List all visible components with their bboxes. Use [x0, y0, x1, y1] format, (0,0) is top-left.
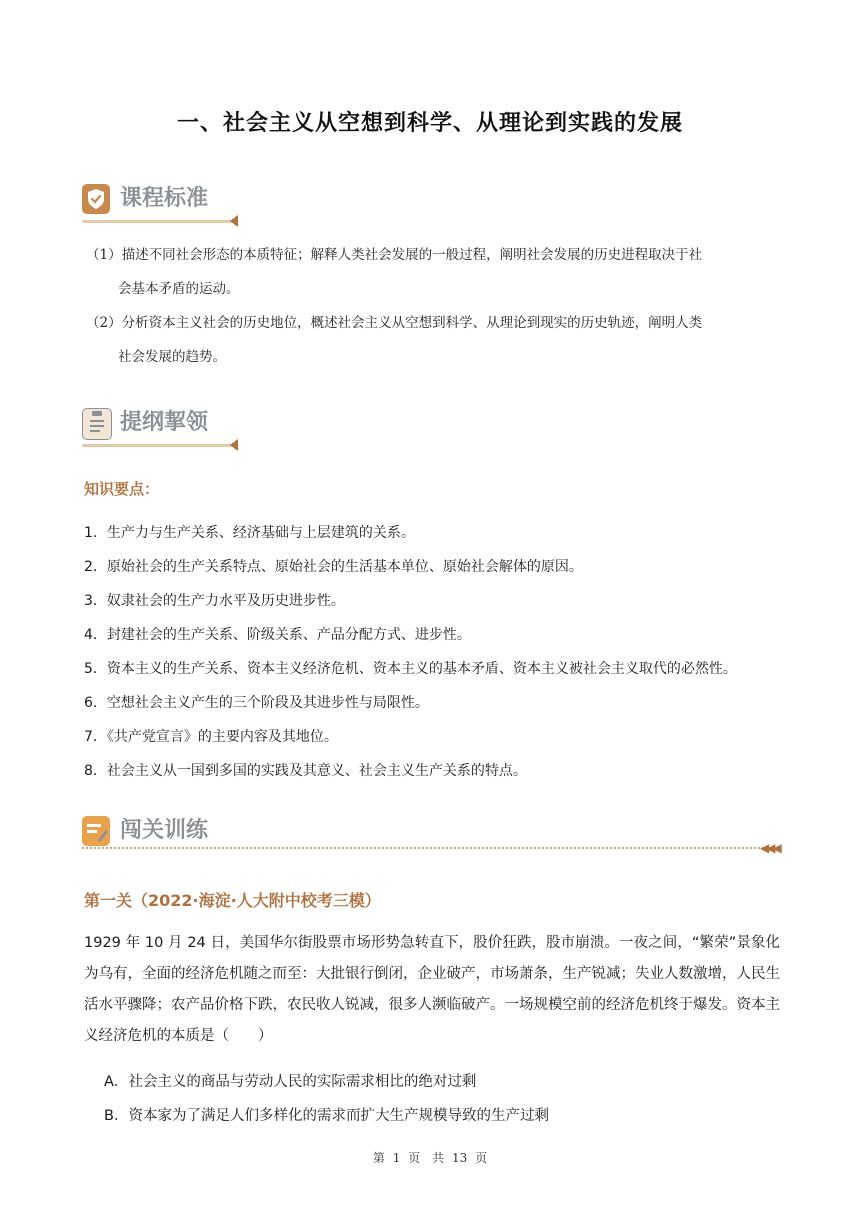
- standard-item-continuation: 会基本矛盾的运动。: [118, 281, 240, 297]
- arrow-left-icon: [230, 439, 238, 451]
- list-item: 5．资本主义的生产关系、资本主义经济危机、资本主义的基本矛盾、资本主义被社会主义取代的必然性。: [84, 661, 737, 677]
- section-underline: [82, 220, 232, 223]
- section-heading-standards: 课程标准: [120, 186, 209, 211]
- arrow-left-icon: [230, 215, 238, 227]
- section-underline: [82, 444, 232, 447]
- clipboard-list-icon: [82, 408, 112, 440]
- knowledge-points-list: [84, 516, 804, 788]
- list-item: 2．原始社会的生产关系特点、原始社会的生活基本单位、原始社会解体的原因。: [84, 559, 583, 575]
- knowledge-points-title: 知识要点：: [84, 480, 160, 498]
- section-header-training: [82, 812, 282, 856]
- page-footer: 第 1 页 共 13 页: [372, 1151, 488, 1165]
- standard-item-text: （1）描述不同社会形态的本质特征；解释人类社会发展的一般过程，阐明社会发展的历史进程取决于社: [86, 247, 703, 263]
- section-header-outline: [82, 404, 242, 448]
- question-text: 1929 年 10 月 24 日，美国华尔街股票市场形势急转直下，股价狂跌，股市崩溃。一夜之间，“繁荣”景象化为乌有，全面的经济危机随之而至：大批银行倒闭，企业破产，市场萧条，生产锐减；失业人数激增，人民生活水平骤降；农产品价格下跌，农民收人锐减，很多人濒临破产。一场规模空前的经济危机终于爆发。资本主义经济危机的本质是（ ）: [84, 935, 780, 1044]
- section-header-standards: [82, 180, 242, 224]
- arrow-tail-icon: ◀◀◀: [760, 841, 779, 855]
- standard-item: [86, 306, 786, 374]
- section-heading-outline: 提纲挈领: [120, 410, 209, 435]
- shield-check-icon: [82, 184, 110, 214]
- answer-option-a: A．社会主义的商品与劳动人民的实际需求相比的绝对过剩: [104, 1074, 477, 1090]
- section-heading-training: 闯关训练: [120, 818, 209, 843]
- question-level-title: 第一关（2022·海淀·人大附中校考三模）: [84, 891, 381, 910]
- standard-item-continuation: 社会发展的趋势。: [118, 349, 226, 365]
- standard-item: [86, 238, 786, 306]
- pencil-note-icon: [82, 816, 110, 846]
- list-item: 6．空想社会主义产生的三个阶段及其进步性与局限性。: [84, 695, 429, 711]
- section-divider-dotted: [82, 847, 772, 849]
- standard-item-text: （2）分析资本主义社会的历史地位，概述社会主义从空想到科学、从理论到现实的历史轨迹，阐明人类: [86, 315, 703, 331]
- list-item: 7．《共产党宣言》的主要内容及其地位。: [84, 729, 338, 745]
- list-item: 1．生产力与生产关系、经济基础与上层建筑的关系。: [84, 525, 415, 541]
- document-title: 一、社会主义从空想到科学、从理论到实践的发展: [176, 111, 683, 136]
- answer-option-b: B．资本家为了满足人们多样化的需求而扩大生产规模导致的生产过剩: [104, 1108, 549, 1124]
- list-item: 4．封建社会的生产关系、阶级关系、产品分配方式、进步性。: [84, 627, 471, 643]
- list-item: 8．社会主义从一国到多国的实践及其意义、社会主义生产关系的特点。: [84, 763, 527, 779]
- list-item: 3．奴隶社会的生产力水平及历史进步性。: [84, 593, 345, 609]
